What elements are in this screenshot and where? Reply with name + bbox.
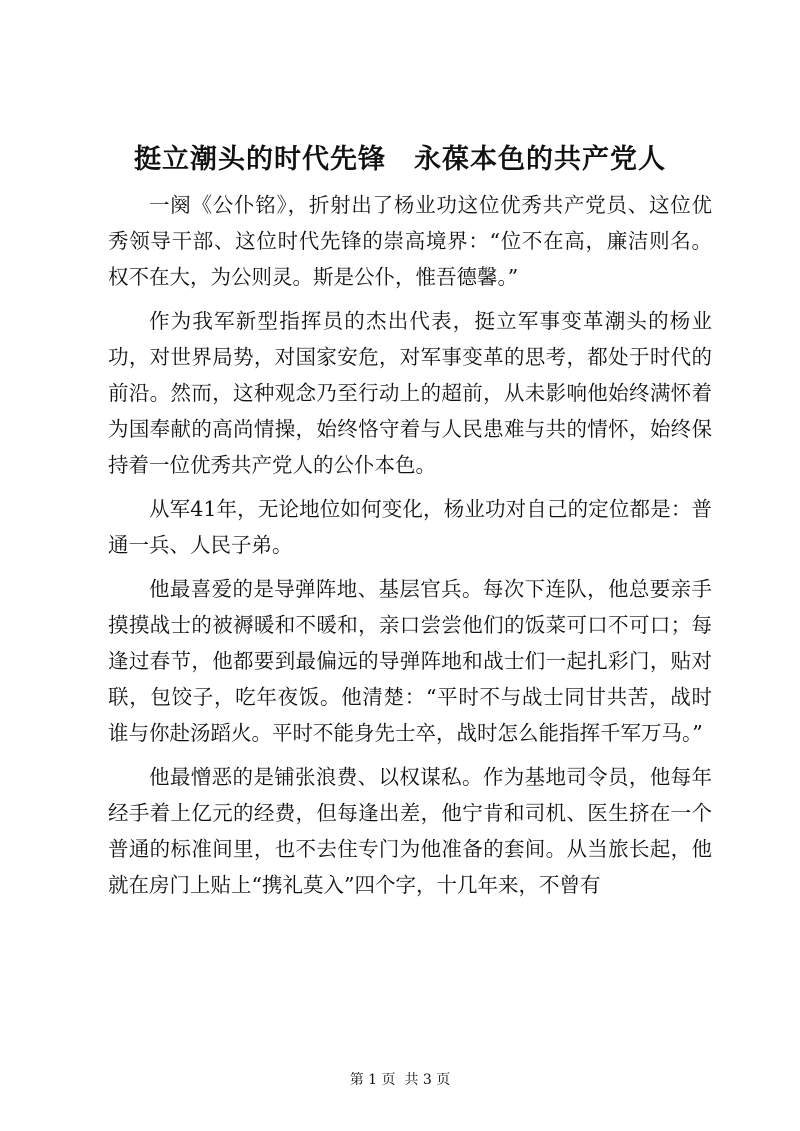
paragraph-5: 他最憎恶的是铺张浪费、以权谋私。作为基地司令员，他每年经手着上亿元的经费，但每逢出差，他宁肯和司机、医生挤在一个普通的标准间里，也不去住专门为他准备的套间。从当旅长起，他就在房门上贴上“携礼莫入”四个字，十几年来，不曾有 bbox=[108, 765, 712, 897]
document-body bbox=[108, 187, 712, 903]
paragraph-1: 一阕《公仆铭》，折射出了杨业功这位优秀共产党员、这位优秀领导干部、这位时代先锋的崇高境界：“位不在高，廉洁则名。权不在大，为公则灵。斯是公仆，惟吾德馨。” bbox=[108, 193, 712, 289]
paragraph-4: 他最喜爱的是导弹阵地、基层官兵。每次下连队，他总要亲手摸摸战士的被褥暖和不暖和，亲口尝尝他们的饭菜可口不可口；每逢过春节，他都要到最偏远的导弹阵地和战士们一起扎彩门，贴对联，包饺子，吃年夜饭。他清楚：“平时不与战士同甘共苦，战时谁与你赴汤蹈火。平时不能身先士卒，战时怎么能指挥千军万马。” bbox=[108, 577, 712, 745]
document-title: 挺立潮头的时代先锋 永葆本色的共产党人 bbox=[134, 144, 666, 175]
paragraph-3: 从军41年，无论地位如何变化，杨业功对自己的定位都是：普通一兵、人民子弟。 bbox=[108, 497, 712, 557]
page-number-footer: 第 1 页 共 3 页 bbox=[349, 1072, 451, 1088]
paragraph-2: 作为我军新型指挥员的杰出代表，挺立军事变革潮头的杨业功，对世界局势，对国家安危，对军事变革的思考，都处于时代的前沿。然而，这种观念乃至行动上的超前，从未影响他始终满怀着为国奉献的高尚情操，始终恪守着与人民患难与共的情怀，始终保持着一位优秀共产党人的公仆本色。 bbox=[108, 309, 712, 477]
